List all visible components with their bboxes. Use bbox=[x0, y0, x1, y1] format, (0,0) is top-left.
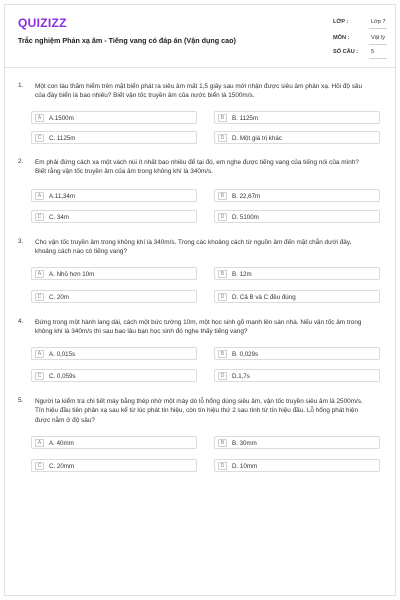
option-text: B. 12m bbox=[232, 270, 252, 278]
question-number: 3. bbox=[18, 238, 24, 245]
option-letter: A bbox=[35, 192, 44, 200]
question-line: khoảng cách nào có tiếng vang? bbox=[35, 248, 128, 256]
option-d[interactable] bbox=[214, 290, 380, 303]
option-text: B. 22,67m bbox=[232, 192, 261, 200]
option-a[interactable] bbox=[31, 267, 197, 280]
option-letter: C bbox=[35, 134, 44, 142]
question-line: Một con tàu thăm hiểm trên mặt biển phát ra siêu âm mất 1,5 giây sau mới nhận được siêu âm phản xạ. Hỏi độ sâu bbox=[35, 83, 363, 90]
option-b[interactable] bbox=[214, 436, 380, 449]
option-text: A. 0,015s bbox=[49, 350, 76, 358]
question-line: của đáy biển là bao nhiêu? Biết vận tốc truyền âm của nước biển là 1500m/s. bbox=[35, 92, 255, 100]
worksheet-page bbox=[4, 4, 396, 596]
question-line: Tín hiệu đầu tiên phản xạ sau kể từ lúc phát tín hiệu, còn tín hiệu thứ 2 sau tính từ tín hiệu đầu. Lỗ hổng phát hiện bbox=[35, 407, 359, 415]
option-text: D.1,7s bbox=[232, 372, 250, 380]
meta-value: Lớp 7 bbox=[371, 19, 386, 25]
option-text: C. 20m bbox=[49, 293, 69, 301]
option-text: A.1500m bbox=[49, 114, 74, 122]
question-text bbox=[35, 318, 385, 337]
meta-underline bbox=[369, 44, 387, 45]
option-b[interactable] bbox=[214, 111, 380, 124]
quizizz-logo[interactable]: QUIZIZZ bbox=[18, 16, 67, 30]
question-line: Người ta kiểm tra chi tiết máy bằng thép nhờ một máy dò lỗ hổng dùng siêu âm, vận tốc truyền siêu âm là 2500m/s. bbox=[35, 398, 363, 405]
option-letter: C bbox=[35, 372, 44, 380]
option-letter: A bbox=[35, 270, 44, 278]
option-letter: D bbox=[218, 213, 227, 221]
question-number: 4. bbox=[18, 318, 24, 325]
meta-underline bbox=[369, 58, 387, 59]
option-c[interactable] bbox=[31, 459, 197, 472]
question-line: Em phải đứng cách xa một vách núi ít nhất bao nhiêu để tại đó, em nghe được tiếng vang của tiếng nói của mình? bbox=[35, 159, 359, 166]
question-number: 5. bbox=[18, 397, 24, 404]
option-letter: B bbox=[218, 114, 227, 122]
option-text: A. 40mm bbox=[49, 439, 74, 447]
option-text: D. Một giá trị khác bbox=[232, 134, 282, 142]
option-c[interactable] bbox=[31, 369, 197, 382]
option-letter: A bbox=[35, 439, 44, 447]
option-letter: C bbox=[35, 293, 44, 301]
option-b[interactable] bbox=[214, 347, 380, 360]
question-line: được nằm ở độ sâu? bbox=[35, 416, 95, 424]
option-text: C. 34m bbox=[49, 213, 69, 221]
meta-label: MÔN : bbox=[333, 35, 350, 41]
option-letter: D bbox=[218, 462, 227, 470]
option-letter: C bbox=[35, 462, 44, 470]
option-d[interactable] bbox=[214, 210, 380, 223]
question-line: Biết rằng vận tốc truyền âm của âm trong không khí là 340m/s. bbox=[35, 168, 213, 176]
option-text: D. 5100m bbox=[232, 213, 259, 221]
option-a[interactable] bbox=[31, 189, 197, 202]
option-letter: B bbox=[218, 439, 227, 447]
option-text: D. 10mm bbox=[232, 462, 258, 470]
meta-value: 5 bbox=[371, 49, 375, 55]
option-letter: B bbox=[218, 192, 227, 200]
question-number: 2. bbox=[18, 158, 24, 165]
meta-label: SỐ CÂU : bbox=[333, 49, 359, 55]
option-b[interactable] bbox=[214, 267, 380, 280]
option-text: B. 30mm bbox=[232, 439, 257, 447]
question-line: Đứng trong một hành lang dài, cách một bức tường 10m, một học sinh gõ mạnh lên sàn nhà. Nếu vận tốc âm trong bbox=[35, 319, 362, 326]
question-line: không khí là 340m/s thì sau bao lâu bạn học sinh đó nghe thấy tiếng vang? bbox=[35, 328, 248, 336]
option-d[interactable] bbox=[214, 459, 380, 472]
option-c[interactable] bbox=[31, 290, 197, 303]
question-text bbox=[35, 82, 385, 101]
option-b[interactable] bbox=[214, 189, 380, 202]
option-letter: B bbox=[218, 270, 227, 278]
option-a[interactable] bbox=[31, 436, 197, 449]
option-text: B. 1125m bbox=[232, 114, 259, 122]
option-letter: D bbox=[218, 293, 227, 301]
meta-label: LỚP : bbox=[333, 19, 349, 25]
option-c[interactable] bbox=[31, 210, 197, 223]
option-text: D. Cả B và C đều đúng bbox=[232, 293, 296, 301]
option-a[interactable] bbox=[31, 347, 197, 360]
option-letter: D bbox=[218, 372, 227, 380]
option-letter: C bbox=[35, 213, 44, 221]
option-letter: D bbox=[218, 134, 227, 142]
option-text: A.11,34m bbox=[49, 192, 76, 200]
option-letter: A bbox=[35, 114, 44, 122]
option-text: C. 1125m bbox=[49, 134, 76, 142]
option-text: A. Nhỏ hơn 10m bbox=[49, 270, 95, 278]
question-text bbox=[35, 238, 385, 257]
question-text bbox=[35, 397, 385, 425]
option-c[interactable] bbox=[31, 131, 197, 144]
option-text: C. 0,059s bbox=[49, 372, 76, 380]
option-letter: A bbox=[35, 350, 44, 358]
option-letter: B bbox=[218, 350, 227, 358]
option-a[interactable] bbox=[31, 111, 197, 124]
header-divider bbox=[5, 67, 395, 68]
option-text: B. 0,029s bbox=[232, 350, 259, 358]
question-number: 1. bbox=[18, 82, 24, 89]
option-d[interactable] bbox=[214, 369, 380, 382]
question-text bbox=[35, 158, 385, 177]
question-line: Cho vận tốc truyền âm trong không khí là 340m/s. Trong các khoảng cách từ nguồn âm đến mặt chắn dưới đây, bbox=[35, 239, 352, 246]
option-text: C. 20mm bbox=[49, 462, 75, 470]
meta-underline bbox=[369, 28, 387, 29]
meta-value: Vật lý bbox=[371, 35, 385, 41]
option-d[interactable] bbox=[214, 131, 380, 144]
page-title: Trắc nghiệm Phản xạ âm - Tiếng vang có đáp án (Vận dụng cao) bbox=[18, 36, 236, 45]
